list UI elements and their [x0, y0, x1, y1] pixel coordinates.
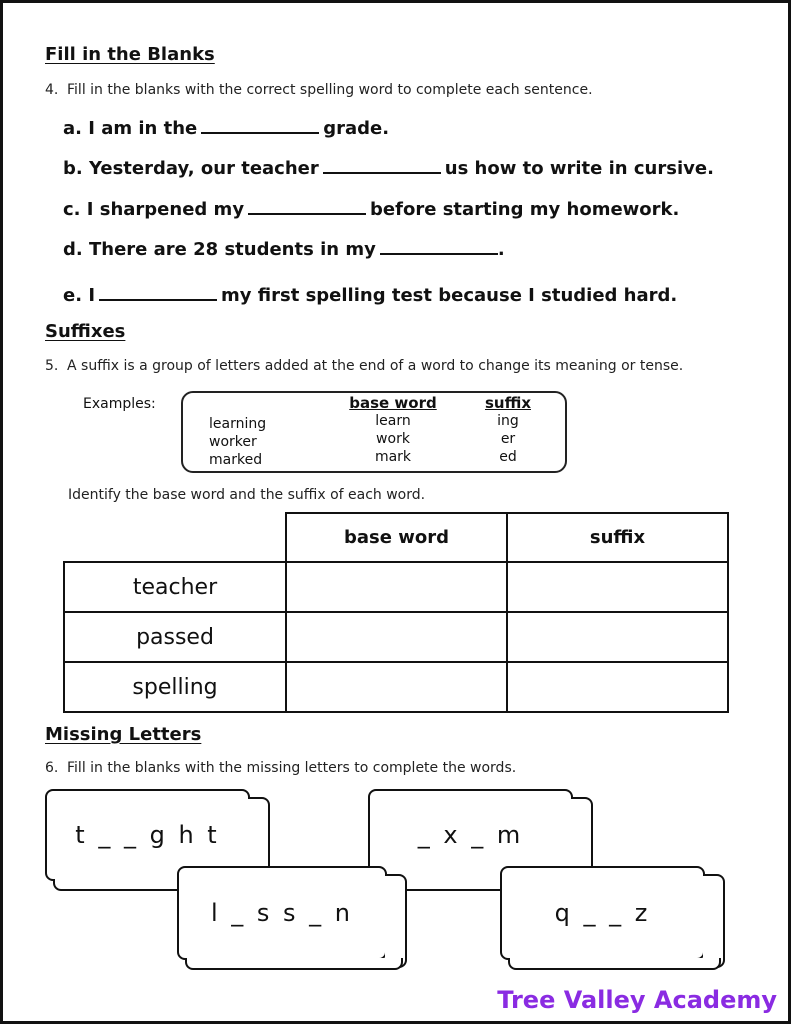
examples-suffix-column: [473, 394, 543, 466]
base-word-cell[interactable]: [286, 662, 507, 712]
example-suffix: er: [500, 431, 516, 447]
table-word: spelling: [64, 662, 286, 712]
example-suffix: ed: [499, 449, 517, 465]
base-word-cell[interactable]: [286, 562, 507, 612]
examples-base-header: base word: [349, 394, 437, 412]
table-word: teacher: [64, 562, 286, 612]
sentence-text: a. I am in the: [63, 118, 198, 139]
instruction-number: 4.: [45, 82, 59, 98]
example-word: worker: [209, 434, 257, 450]
base-word-cell[interactable]: [286, 612, 507, 662]
example-suffix: ing: [497, 413, 519, 429]
table-row: [64, 612, 728, 662]
suffix-cell[interactable]: [507, 562, 728, 612]
table-header-row: [64, 513, 728, 562]
eraser-bottom: [508, 958, 721, 970]
examples-suffix-header: suffix: [484, 394, 531, 412]
examples-base-column: [343, 394, 443, 466]
brand-logo-text: Tree Valley Academy: [497, 986, 777, 1014]
answer-blank[interactable]: [201, 131, 319, 134]
sentence-text: b. Yesterday, our teacher: [63, 158, 319, 179]
fill-blanks-instruction: [45, 82, 593, 98]
sentence-text: grade.: [323, 118, 390, 139]
answer-blank[interactable]: [248, 212, 366, 215]
answer-blank[interactable]: [99, 298, 217, 301]
example-word: learning: [209, 416, 267, 432]
suffix-header: suffix: [507, 513, 728, 562]
instruction-text: A suffix is a group of letters added at the end of a word to change its meaning or tense.: [67, 358, 684, 374]
eraser-side: [703, 874, 725, 968]
sentence-d: [63, 239, 505, 260]
suffixes-instruction: [45, 358, 683, 374]
eraser-bottom: [185, 958, 403, 970]
table-corner: [64, 513, 286, 562]
base-word-header: base word: [286, 513, 507, 562]
sentence-text: .: [497, 239, 505, 260]
table-row: [64, 562, 728, 612]
instruction-number: 5.: [45, 358, 59, 374]
sentence-e: [63, 285, 677, 306]
sentence-text: e. I: [63, 285, 96, 306]
table-row: [64, 662, 728, 712]
answer-blank[interactable]: [323, 171, 441, 174]
suffixes-heading: Suffixes: [45, 321, 126, 342]
sentence-text: before starting my homework.: [370, 199, 680, 220]
examples-box: [181, 391, 567, 473]
sentence-a: [63, 118, 389, 139]
sentence-b: [63, 158, 714, 179]
sentence-text: us how to write in cursive.: [444, 158, 714, 179]
answer-blank[interactable]: [380, 252, 498, 255]
eraser-card: [177, 866, 387, 960]
sentence-text: c. I sharpened my: [63, 199, 245, 220]
eraser-word[interactable]: q _ _ z: [502, 868, 703, 958]
missing-letters-heading: Missing Letters: [45, 724, 202, 745]
instruction-text: Fill in the blanks with the correct spelling word to complete each sentence.: [67, 82, 593, 98]
suffix-table: [63, 512, 729, 713]
suffix-cell[interactable]: [507, 662, 728, 712]
fill-blanks-heading: Fill in the Blanks: [45, 44, 215, 65]
instruction-number: 6.: [45, 760, 59, 776]
example-base: learn: [375, 413, 411, 429]
instruction-text: Fill in the blanks with the missing letters to complete the words.: [67, 760, 517, 776]
eraser-card: [500, 866, 705, 960]
example-base: mark: [374, 449, 412, 465]
eraser-word[interactable]: l _ s s _ n: [179, 868, 385, 958]
sentence-text: my first spelling test because I studied hard.: [221, 285, 678, 306]
suffix-cell[interactable]: [507, 612, 728, 662]
sentence-text: d. There are 28 students in my: [63, 239, 376, 260]
eraser-side: [385, 874, 407, 968]
table-word: passed: [64, 612, 286, 662]
missing-letters-instruction: [45, 760, 516, 776]
sentence-c: [63, 199, 679, 220]
eraser-word[interactable]: t _ _ g h t: [47, 791, 248, 879]
example-word: marked: [209, 452, 263, 468]
example-base: work: [376, 431, 410, 447]
table-instruction: Identify the base word and the suffix of each word.: [68, 487, 426, 503]
examples-words: [209, 415, 266, 469]
examples-label: Examples:: [83, 396, 156, 412]
eraser-word[interactable]: _ x _ m: [370, 791, 571, 879]
